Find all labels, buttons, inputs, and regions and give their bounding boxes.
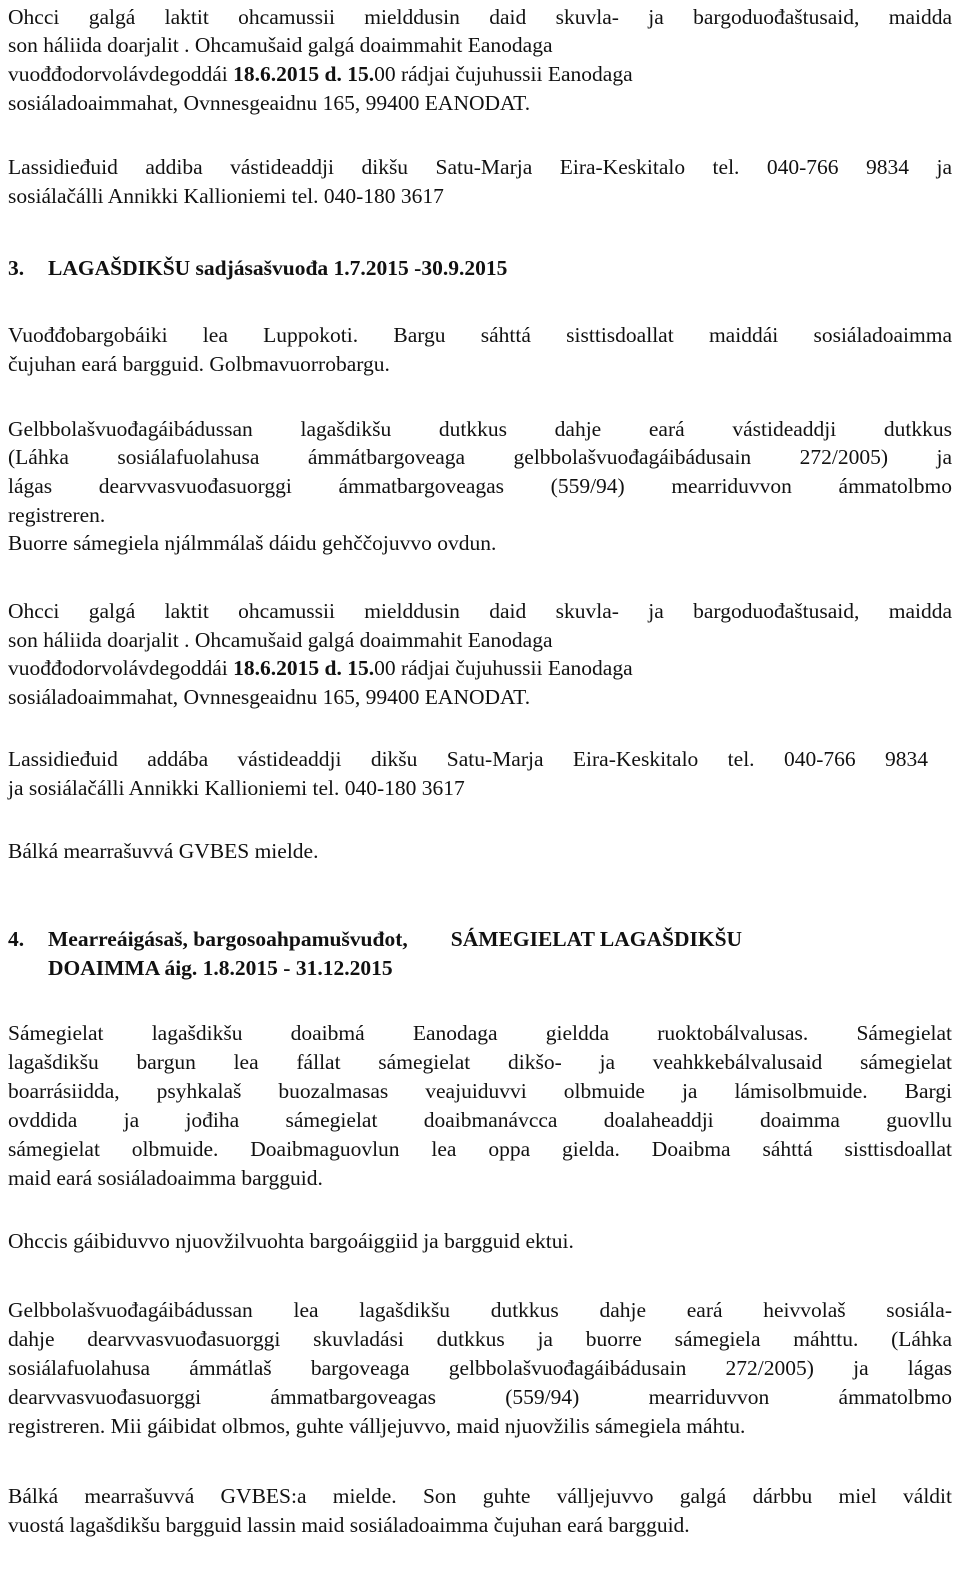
paragraph-line: lagašdikšu bargun lea fállat sámegielat dikšo- ja veahkkebálvalusaid sámegielat	[8, 1050, 952, 1074]
paragraph-line: Sámegielat lagašdikšu doaibmá Eanodaga gieldda ruoktobálvalusas. Sámegielat	[8, 1021, 952, 1045]
section-heading	[8, 926, 742, 952]
text-span: 00 rádjai čujuhussii Eanodaga	[374, 656, 633, 680]
paragraph-line: Ohccis gáibiduvvo njuovžilvuohta bargoáiggiid ja bargguid ektui.	[8, 1229, 574, 1253]
paragraph-line: Lassidieđuid addába vástideaddji dikšu Satu-Marja Eira-Keskitalo tel. 040-766 9834	[8, 747, 928, 771]
paragraph-line	[8, 61, 633, 87]
paragraph-line: Ohcci galgá laktit ohcamussii mielddusin daid skuvla- ja bargoduođaštusaid, maidda	[8, 5, 952, 29]
paragraph-line	[8, 655, 633, 681]
paragraph-line: registreren. Mii gáibidat olbmos, guhte válljejuvvo, maid njuovžilis sámegiela máhtu.	[8, 1414, 746, 1438]
paragraph-line: ja sosiálačálli Annikki Kallioniemi tel. 040-180 3617	[8, 776, 465, 800]
section-title: LAGAŠDIKŠU sadjásašvuođa 1.7.2015 -30.9.2015	[48, 256, 508, 280]
paragraph-line: sámegielat olbmuide. Doaibmaguovlun lea oppa gielda. Doaibma sáhttá sisttisdoallat	[8, 1137, 952, 1161]
paragraph-line: vuostá lagašdikšu bargguid lassin maid sosiáladoaimma čujuhan eará bargguid.	[8, 1513, 690, 1537]
paragraph-line: dahje dearvvasvuođasuorggi skuvladási dutkkus ja buorre sámegiela máhttu. (Láhka	[8, 1327, 952, 1351]
paragraph-line: Bálká mearrašuvvá GVBES:a mielde. Son guhte válljejuvvo galgá dárbbu miel váldit	[8, 1484, 952, 1508]
paragraph-line: lágas dearvvasvuođasuorggi ámmatbargoveagas (559/94) mearriduvvon ámmatolbmo	[8, 474, 952, 498]
paragraph-line: sosiáladoaimmahat, Ovnnesgeaidnu 165, 99400 EANODAT.	[8, 685, 531, 709]
text-span: vuođđodorvolávdegoddái	[8, 656, 234, 680]
paragraph-line: registreren.	[8, 503, 106, 527]
section-heading-continued: DOAIMMA áig. 1.8.2015 - 31.12.2015	[48, 956, 393, 980]
paragraph-line: son háliida doarjalit . Ohcamušaid galgá doaimmahit Eanodaga	[8, 628, 553, 652]
paragraph-line: sosiáladoaimmahat, Ovnnesgeaidnu 165, 99400 EANODAT.	[8, 91, 531, 115]
paragraph-line: Lassidieđuid addiba vástideaddji dikšu Satu-Marja Eira-Keskitalo tel. 040-766 9834 ja	[8, 155, 952, 179]
paragraph-line: Gelbbolašvuođagáibádussan lea lagašdikšu dutkkus dahje eará heivvolaš sosiála-	[8, 1298, 952, 1322]
section-number: 4.	[8, 927, 25, 951]
section-number: 3.	[8, 256, 25, 280]
paragraph-line: Ohcci galgá laktit ohcamussii mielddusin daid skuvla- ja bargoduođaštusaid, maidda	[8, 599, 952, 623]
section-heading	[8, 255, 507, 281]
paragraph-line: dearvvasvuođasuorggi ámmatbargoveagas (559/94) mearriduvvon ámmatolbmo	[8, 1385, 952, 1409]
text-span: 00 rádjai čujuhussii Eanodaga	[374, 62, 633, 86]
paragraph-line: sosiálačálli Annikki Kallioniemi tel. 040-180 3617	[8, 184, 444, 208]
paragraph-line: Bálká mearrašuvvá GVBES mielde.	[8, 839, 319, 863]
paragraph-line: čujuhan eará bargguid. Golbmavuorrobargu.	[8, 352, 390, 376]
paragraph-line: Gelbbolašvuođagáibádussan lagašdikšu dutkkus dahje eará vástideaddji dutkkus	[8, 417, 952, 441]
paragraph-line: ovddida ja jođiha sámegielat doaibmanávcca doalaheaddji doaimma guovllu	[8, 1108, 952, 1132]
paragraph-line: boarrásiidda, psyhkalaš buozalmasas veajuiduvvi olbmuide ja lámisolbmuide. Bargi	[8, 1079, 952, 1103]
paragraph-line: maid eará sosiáladoaimma bargguid.	[8, 1166, 323, 1190]
paragraph-line: Vuođđobargobáiki lea Luppokoti. Bargu sáhttá sisttisdoallat maiddái sosiáladoaimma	[8, 323, 952, 347]
paragraph-line: Buorre sámegiela njálmmálaš dáidu gehččojuvvo ovdun.	[8, 531, 497, 555]
text-span: vuođđodorvolávdegoddái	[8, 62, 234, 86]
paragraph-line: son háliida doarjalit . Ohcamušaid galgá doaimmahit Eanodaga	[8, 33, 553, 57]
paragraph-line: (Láhka sosiálafuolahusa ámmátbargoveaga gelbbolašvuođagáibádusain 272/2005) ja	[8, 445, 952, 469]
paragraph-line: sosiálafuolahusa ámmátlaš bargoveaga gelbbolašvuođagáibádusain 272/2005) ja lágas	[8, 1356, 952, 1380]
date-emphasis: 18.6.2015 d. 15.	[233, 62, 375, 86]
date-emphasis: 18.6.2015 d. 15.	[233, 656, 375, 680]
section-title: Mearreáigásaš, bargosoahpamušvuđot, SÁMEGIELAT LAGAŠDIKŠU	[48, 927, 743, 951]
